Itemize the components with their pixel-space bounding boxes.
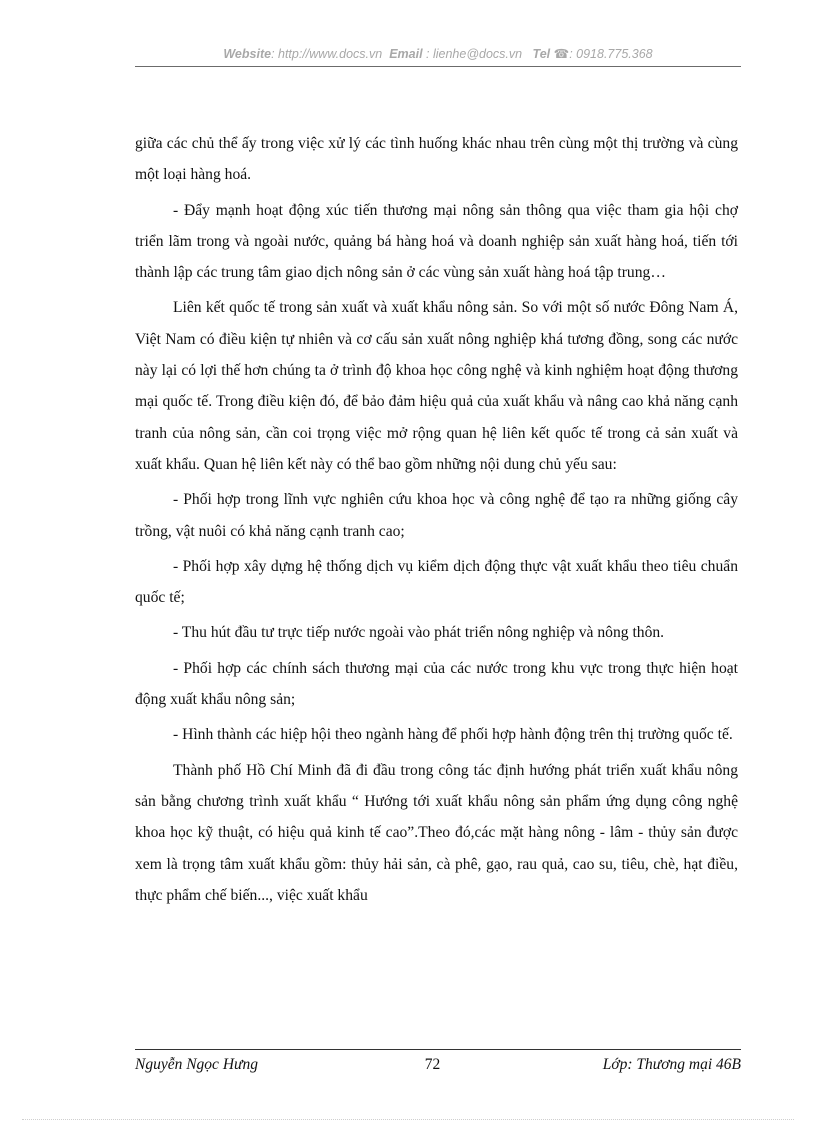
paragraph: Liên kết quốc tế trong sản xuất và xuất khẩu nông sản. So với một số nước Đông Nam Á, Việt Nam có điều kiện tự nhiên và cơ cấu sản xuất nông nghiệp khá tương đồng, song các nước này lại có lợi thế hơn chúng ta ở trình độ khoa học công nghệ và kinh nghiệm hoạt động thương mại quốc tế. Trong điều kiện đó, để bảo đảm hiệu quả của xuất khẩu và nâng cao khả năng cạnh tranh của nông sản, cần coi trọng việc mở rộng quan hệ liên kết quốc tế trong cả sản xuất và xuất khẩu. Quan hệ liên kết này có thể bao gồm những nội dung chủ yếu sau: bbox=[135, 299, 738, 473]
tel-value: : 0918.775.368 bbox=[569, 47, 653, 61]
header-divider bbox=[135, 66, 741, 67]
footer-author: Nguyễn Ngọc Hưng bbox=[135, 1056, 258, 1073]
paragraph: giữa các chủ thể ấy trong việc xử lý các tình huống khác nhau trên cùng một thị trường và cùng một loại hàng hoá. bbox=[135, 135, 738, 184]
paragraph: - Phối hợp xây dựng hệ thống dịch vụ kiểm dịch động thực vật xuất khẩu theo tiêu chuẩn quốc tế; bbox=[135, 557, 738, 607]
page-number: 72 bbox=[424, 1056, 441, 1073]
footer-class: Lớp: Thương mại 46B bbox=[602, 1056, 741, 1073]
document-body bbox=[135, 128, 738, 915]
page-bottom-edge bbox=[22, 1119, 794, 1120]
paragraph: - Phối hợp các chính sách thương mại của các nước trong khu vực trong thực hiện hoạt động xuất khẩu nông sản; bbox=[135, 659, 738, 709]
email-value: : lienhe@docs.vn bbox=[426, 47, 523, 61]
page-header bbox=[135, 46, 741, 61]
tel-label: Tel bbox=[532, 47, 551, 61]
website-label: Website bbox=[223, 47, 272, 61]
paragraph: - Thu hút đầu tư trực tiếp nước ngoài vào phát triển nông nghiệp và nông thôn. bbox=[173, 624, 665, 642]
telephone-icon: ☎ bbox=[553, 47, 570, 61]
footer-divider bbox=[135, 1049, 741, 1050]
paragraph: - Đẩy mạnh hoạt động xúc tiến thương mại nông sản thông qua việc tham gia hội chợ triển lãm trong và ngoài nước, quảng bá hàng hoá và doanh nghiệp sản xuất hàng hoá, tiến tới thành lập các trung tâm giao dịch nông sản ở các vùng sản xuất hàng hoá tập trung… bbox=[135, 201, 738, 282]
paragraph: Thành phố Hồ Chí Minh đã đi đầu trong công tác định hướng phát triển xuất khẩu nông sản bằng chương trình xuất khẩu “ Hướng tới xuất khẩu nông sản phẩm ứng dụng công nghệ khoa học kỹ thuật, có hiệu quả kinh tế cao”.Theo đó,các mặt hàng nông - lâm - thủy sản được xem là trọng tâm xuất khẩu gồm: thủy hải sản, cà phê, gạo, rau quả, cao su, tiêu, chè, hạt điều, thực phẩm chế biến..., việc xuất khẩu bbox=[135, 761, 738, 904]
page-footer bbox=[135, 1056, 741, 1078]
website-value: : http://www.docs.vn bbox=[271, 47, 383, 61]
email-label: Email bbox=[389, 47, 423, 61]
paragraph: - Hình thành các hiệp hội theo ngành hàng để phối hợp hành động trên thị trường quốc tế. bbox=[173, 726, 733, 744]
paragraph: - Phối hợp trong lĩnh vực nghiên cứu khoa học và công nghệ để tạo ra những giống cây trồng, vật nuôi có khả năng cạnh tranh cao; bbox=[135, 491, 738, 540]
